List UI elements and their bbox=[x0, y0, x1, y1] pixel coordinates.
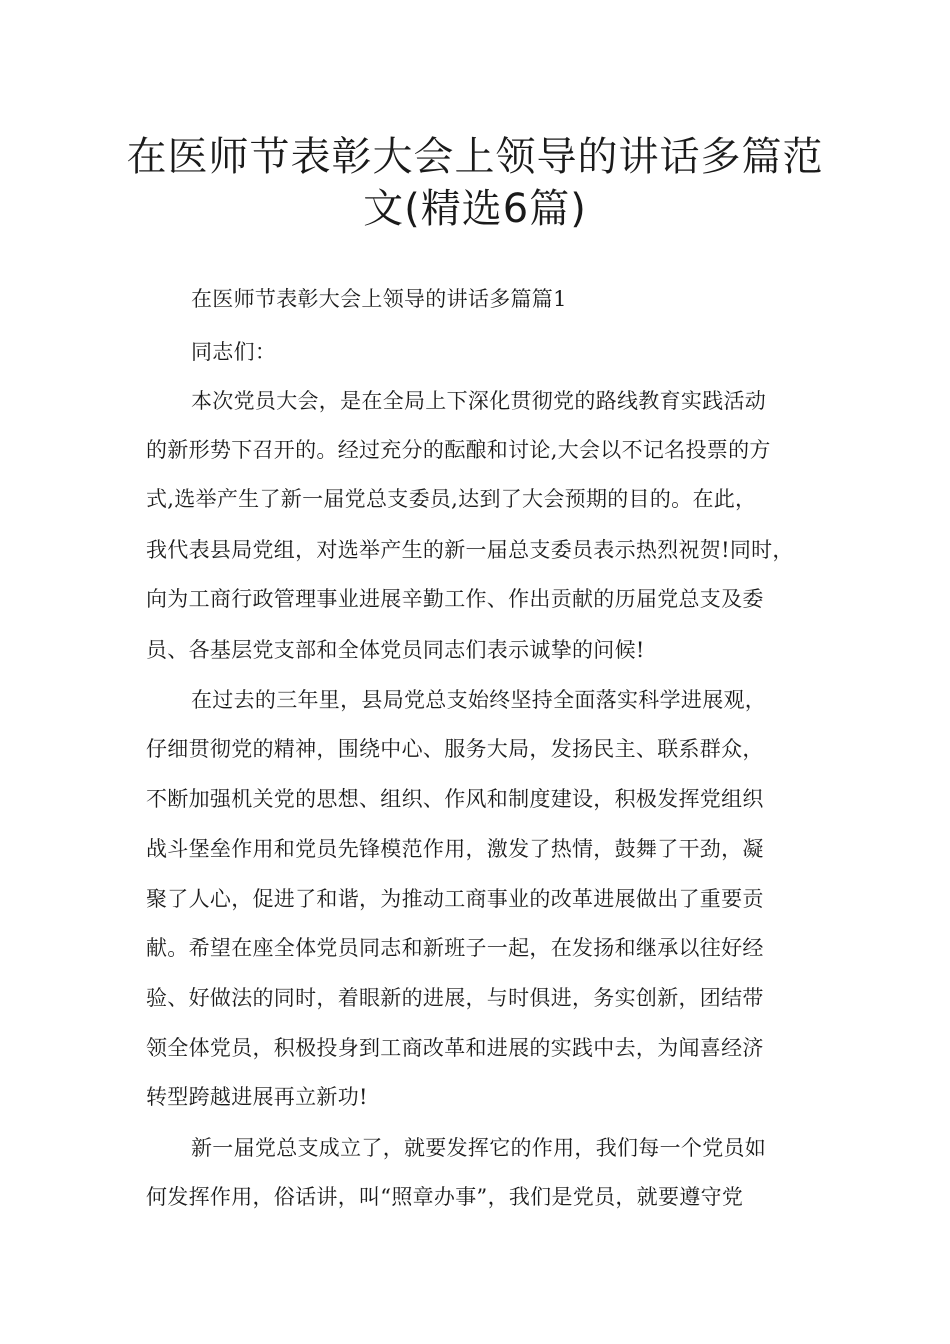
paragraph-2-line: 仔细贯彻党的精神，围绕中心、服务大局，发扬民主、联系群众， bbox=[146, 737, 764, 761]
paragraph-1-line: 式,选举产生了新一届党总支委员,达到了大会预期的目的。在此， bbox=[146, 487, 757, 511]
document-title-line-1: 在医师节表彰大会上领导的讲话多篇范 bbox=[126, 134, 824, 180]
paragraph-1-line: 本次党员大会，是在全局上下深化贯彻党的路线教育实践活动 bbox=[191, 389, 767, 413]
salutation: 同志们： bbox=[191, 340, 277, 364]
paragraph-3-line: 何发挥作用，俗话讲，叫“照章办事”，我们是党员，就要遵守党 bbox=[146, 1185, 744, 1209]
paragraph-1-line: 的新形势下召开的。经过充分的酝酿和讨论,大会以不记名投票的方 bbox=[146, 438, 771, 462]
paragraph-2-line: 献。希望在座全体党员同志和新班子一起，在发扬和继承以往好经 bbox=[146, 936, 764, 960]
paragraph-2-line: 转型跨越进展再立新功! bbox=[146, 1085, 368, 1109]
paragraph-2-line: 验、好做法的同时，着眼新的进展，与时俱进，务实创新，团结带 bbox=[146, 986, 764, 1010]
paragraph-2-line: 领全体党员，积极投身到工商改革和进展的实践中去，为闻喜经济 bbox=[146, 1036, 764, 1060]
section-heading: 在医师节表彰大会上领导的讲话多篇篇1 bbox=[191, 287, 567, 311]
paragraph-1-line: 向为工商行政管理事业进展辛勤工作、作出贡献的历届党总支及委 bbox=[146, 587, 764, 611]
paragraph-1-line: 我代表县局党组，对选举产生的新一届总支委员表示热烈祝贺!同时， bbox=[146, 538, 794, 562]
document-title-line-2: 文(精选6篇) bbox=[363, 186, 587, 232]
paragraph-2-line: 在过去的三年里，县局党总支始终坚持全面落实科学进展观， bbox=[191, 688, 767, 712]
paragraph-2-line: 不断加强机关党的思想、组织、作风和制度建设，积极发挥党组织 bbox=[146, 787, 764, 811]
paragraph-3-line: 新一届党总支成立了，就要发挥它的作用，我们每一个党员如 bbox=[191, 1136, 767, 1160]
paragraph-2-line: 聚了人心，促进了和谐，为推动工商事业的改革进展做出了重要贡 bbox=[146, 887, 764, 911]
paragraph-1-line: 员、各基层党支部和全体党员同志们表示诚挚的问候! bbox=[146, 638, 645, 662]
paragraph-2-line: 战斗堡垒作用和党员先锋模范作用，激发了热情，鼓舞了干劲，凝 bbox=[146, 837, 764, 861]
